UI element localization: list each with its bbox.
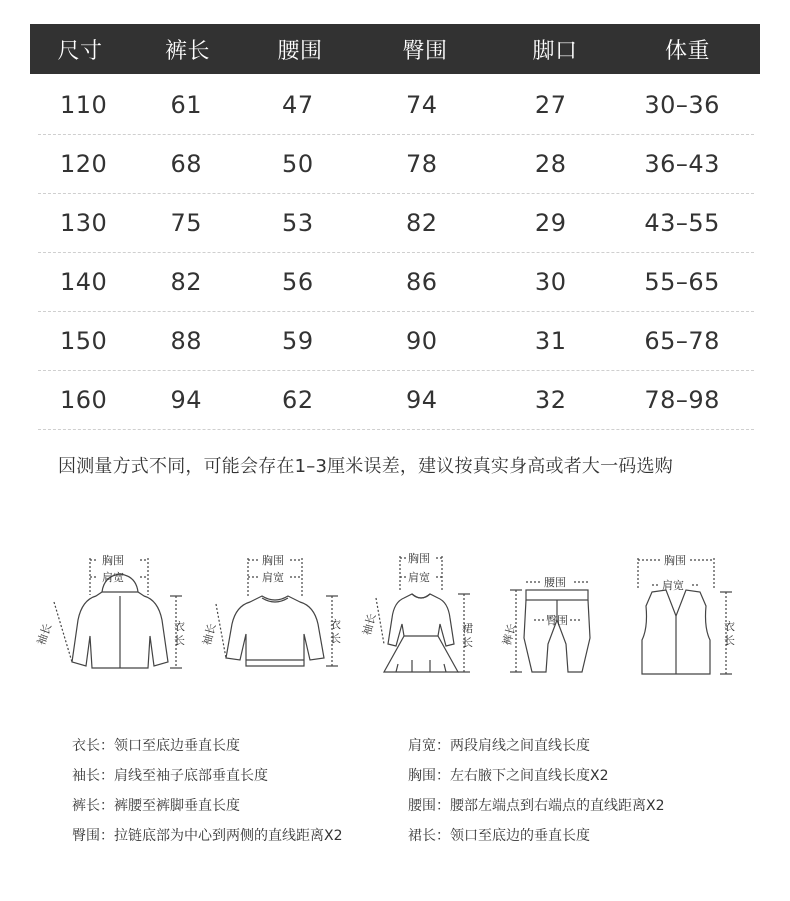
vest-length-label-2: 长 xyxy=(724,634,735,647)
cell-pants-length: 61 xyxy=(170,91,203,119)
header-hip: 臀围 xyxy=(402,38,448,64)
vest-length-label-1: 衣 xyxy=(724,620,735,633)
dress-illustration xyxy=(360,540,490,690)
jacket-shoulder-label: 肩宽 xyxy=(102,571,124,584)
vest-chest-label: 胸围 xyxy=(664,554,686,567)
definition-row xyxy=(72,730,752,760)
cell-weight: 36–43 xyxy=(644,150,720,178)
cell-weight: 30–36 xyxy=(644,91,720,119)
cell-size: 110 xyxy=(59,91,108,119)
dress-chest-label: 胸围 xyxy=(408,552,430,565)
cell-size: 150 xyxy=(59,327,108,355)
sweater-chest-label: 胸围 xyxy=(262,554,284,567)
cell-size: 140 xyxy=(59,268,108,296)
definition-sleeve-length: 袖长：肩线至袖子底部垂直长度 xyxy=(72,768,268,784)
cell-hip: 82 xyxy=(406,209,438,237)
jacket-sleeve-label: 袖长 xyxy=(34,621,55,648)
definition-skirt-length: 裙长：领口至底边的垂直长度 xyxy=(408,828,590,844)
cell-weight: 65–78 xyxy=(644,327,720,355)
definition-garment-length: 衣长：领口至底边垂直长度 xyxy=(72,738,240,754)
cell-hip: 94 xyxy=(406,386,438,414)
cell-leg-opening: 31 xyxy=(534,327,567,355)
dress-shoulder-label: 肩宽 xyxy=(408,571,430,584)
table-row xyxy=(38,253,754,312)
table-row xyxy=(38,371,754,430)
cell-pants-length: 68 xyxy=(170,150,203,178)
cell-waist: 62 xyxy=(282,386,314,414)
cell-weight: 43–55 xyxy=(644,209,720,237)
table-row xyxy=(38,312,754,371)
header-leg-opening: 脚口 xyxy=(532,38,578,64)
cell-weight: 78–98 xyxy=(644,386,720,414)
jacket-length-label-1: 衣 xyxy=(174,620,185,633)
definition-pants-length: 裤长：裤腰至裤脚垂直长度 xyxy=(72,798,240,814)
size-table xyxy=(30,24,760,430)
table-row xyxy=(38,194,754,253)
pants-diagram xyxy=(500,540,610,694)
sweater-sleeve-label: 袖长 xyxy=(200,622,219,647)
cell-pants-length: 94 xyxy=(170,386,203,414)
measurement-note: 因测量方式不同，可能会存在1–3厘米误差，建议按真实身高或者大一码选购 xyxy=(58,456,673,477)
cell-size: 130 xyxy=(59,209,108,237)
header-size: 尺寸 xyxy=(57,38,103,64)
definition-chest: 胸围：左右腋下之间直线长度X2 xyxy=(408,768,609,784)
cell-hip: 86 xyxy=(406,268,438,296)
header-pants-length: 裤长 xyxy=(164,38,210,64)
sweater-length-label-2: 长 xyxy=(330,632,341,645)
jacket-illustration xyxy=(30,540,190,690)
sweater-diagram xyxy=(200,540,350,694)
sweater-length-label-1: 衣 xyxy=(330,618,341,631)
cell-pants-length: 88 xyxy=(170,327,203,355)
jacket-diagram xyxy=(30,540,190,694)
cell-pants-length: 82 xyxy=(170,268,203,296)
definition-row xyxy=(72,820,752,850)
cell-waist: 59 xyxy=(282,327,314,355)
jacket-chest-label: 胸围 xyxy=(102,554,124,567)
cell-pants-length: 75 xyxy=(170,209,203,237)
table-body xyxy=(30,74,760,430)
table-row xyxy=(38,76,754,135)
cell-leg-opening: 30 xyxy=(534,268,567,296)
dress-length-label-1: 裙 xyxy=(462,622,473,635)
definition-row xyxy=(72,760,752,790)
dress-diagram xyxy=(360,540,490,694)
cell-leg-opening: 27 xyxy=(534,91,567,119)
definition-waist: 腰围：腰部左端点到右端点的直线距离X2 xyxy=(408,798,665,814)
cell-leg-opening: 32 xyxy=(534,386,567,414)
cell-leg-opening: 29 xyxy=(534,209,567,237)
definition-hip: 臀围：拉链底部为中心到两侧的直线距离X2 xyxy=(72,828,343,844)
cell-weight: 55–65 xyxy=(644,268,720,296)
jacket-length-label-2: 长 xyxy=(174,634,185,647)
pants-illustration xyxy=(500,540,610,690)
table-header xyxy=(30,24,760,74)
pants-waist-label: 腰围 xyxy=(544,576,566,589)
vest-illustration xyxy=(626,540,756,690)
table-row xyxy=(38,135,754,194)
definition-shoulder-width: 肩宽：两段肩线之间直线长度 xyxy=(408,738,590,754)
cell-waist: 53 xyxy=(282,209,314,237)
definition-row xyxy=(72,790,752,820)
dress-sleeve-label: 袖长 xyxy=(360,612,379,637)
vest-shoulder-label: 肩宽 xyxy=(662,579,684,592)
dress-length-label-2: 长 xyxy=(462,636,473,649)
vest-diagram xyxy=(626,540,756,694)
cell-leg-opening: 28 xyxy=(534,150,567,178)
cell-hip: 90 xyxy=(406,327,438,355)
cell-hip: 78 xyxy=(406,150,438,178)
sweater-illustration xyxy=(200,540,350,690)
sweater-shoulder-label: 肩宽 xyxy=(262,571,284,584)
cell-hip: 74 xyxy=(406,91,438,119)
measurement-definitions xyxy=(72,730,752,850)
garment-diagrams xyxy=(0,540,790,700)
pants-hip-label: 臀围 xyxy=(546,614,568,627)
pants-length-label: 裤长 xyxy=(500,622,519,647)
cell-size: 120 xyxy=(59,150,108,178)
header-weight: 体重 xyxy=(664,38,710,64)
cell-waist: 47 xyxy=(282,91,314,119)
cell-waist: 50 xyxy=(282,150,314,178)
header-waist: 腰围 xyxy=(277,38,323,64)
cell-size: 160 xyxy=(59,386,108,414)
cell-waist: 56 xyxy=(282,268,314,296)
